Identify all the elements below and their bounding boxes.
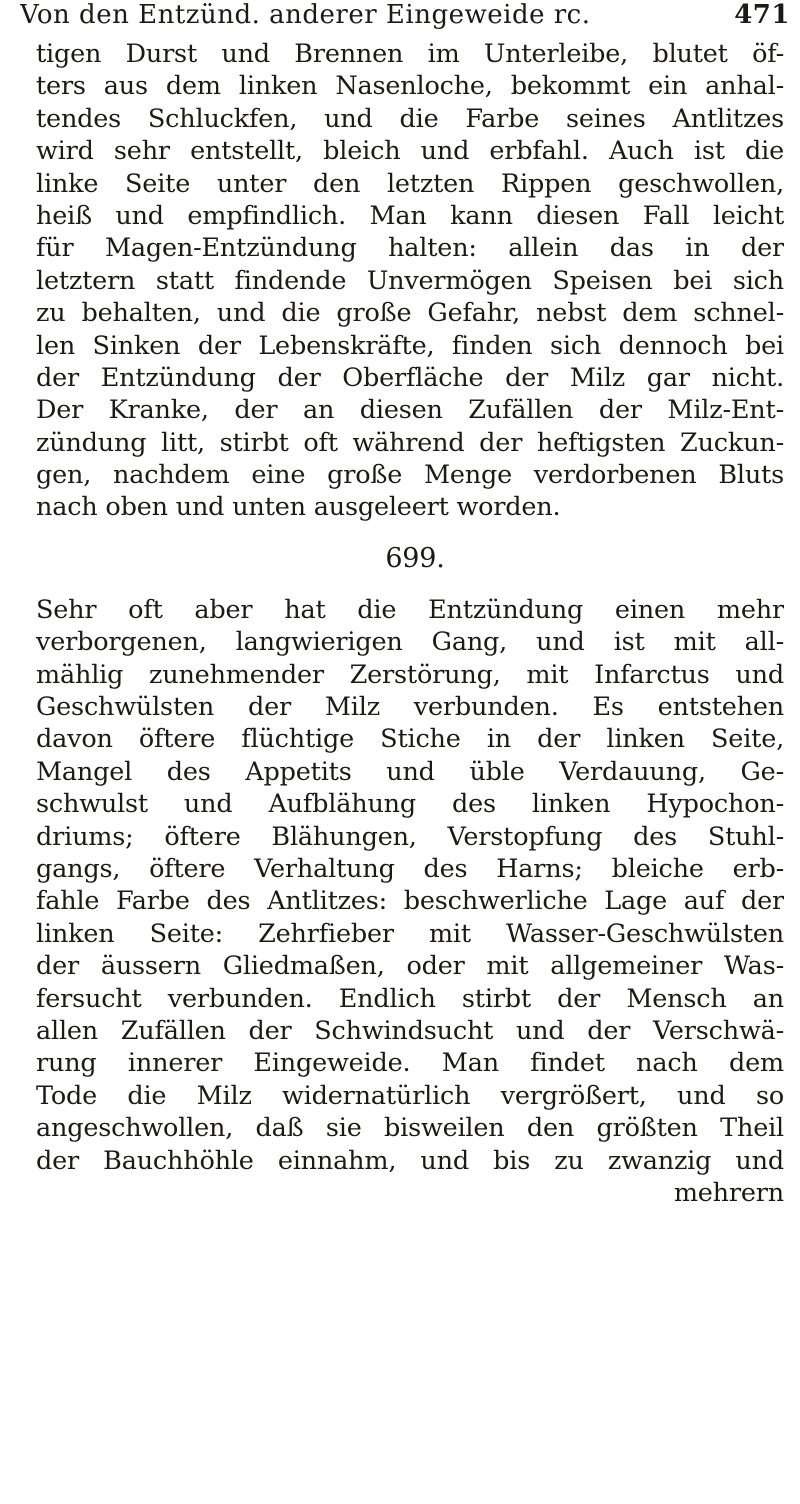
- text-line: Tode die Milz widernatürlich vergrößert, und so: [36, 1080, 784, 1111]
- running-head-title: Von den Entzünd. anderer Eingeweide rc.: [20, 0, 591, 30]
- text-line: schwulst und Aufblähung des linken Hypochon-: [36, 789, 784, 820]
- text-line: der Bauchhöhle einnahm, und bis zu zwanzig und: [36, 1145, 784, 1176]
- text-line: der äussern Gliedmaßen, oder mit allgemeiner Was-: [36, 951, 784, 982]
- text-line: verborgenen, langwierigen Gang, und ist mit all-: [36, 627, 784, 658]
- text-line: linke Seite unter den letzten Rippen geschwollen,: [36, 168, 784, 199]
- text-line: mählig zunehmender Zerstörung, mit Infarctus und: [36, 659, 784, 690]
- text-line: linken Seite: Zehrfieber mit Wasser-Geschwülsten: [36, 918, 784, 949]
- section-number: 699.: [385, 542, 445, 574]
- text-line: wird sehr entstellt, bleich und erbfahl. Auch ist die: [36, 136, 784, 167]
- text-line: ters aus dem linken Nasenloche, bekommt ein anhal-: [36, 71, 784, 102]
- text-line: gen, nachdem eine große Menge verdorbenen Bluts: [36, 460, 784, 491]
- text-line: rung innerer Eingeweide. Man findet nach dem: [36, 1048, 784, 1079]
- text-line: gangs, öftere Verhaltung des Harns; bleiche erb-: [36, 853, 784, 884]
- text-line: davon öftere flüchtige Stiche in der linken Seite,: [36, 724, 784, 755]
- text-line: tigen Durst und Brennen im Unterleibe, blutet öf-: [36, 39, 784, 69]
- text-line: tendes Schluckfen, und die Farbe seines Antlitzes: [36, 103, 784, 134]
- text-line: Geschwülsten der Milz verbunden. Es entstehen: [36, 692, 784, 723]
- paragraph-1: [36, 38, 784, 524]
- body-text: [36, 38, 784, 1209]
- text-line: fahle Farbe des Antlitzes: beschwerliche Lage auf der: [36, 886, 784, 917]
- text-line: für Magen-Entzündung halten: allein das in der: [36, 233, 784, 264]
- running-head: [20, 0, 790, 30]
- text-line: len Sinken der Lebenskräfte, finden sich dennoch bei: [36, 330, 784, 361]
- text-line: angeschwollen, daß sie bisweilen den größten Theil: [36, 1113, 784, 1144]
- text-line: allen Zufällen der Schwindsucht und der Verschwä-: [36, 1015, 784, 1046]
- text-line: letztern statt findende Unvermögen Speisen bei sich: [36, 265, 784, 296]
- text-line: Sehr oft aber hat die Entzündung einen mehr: [36, 594, 784, 625]
- text-line: heiß und empfindlich. Man kann diesen Fall leicht: [36, 200, 784, 231]
- text-line: Der Kranke, der an diesen Zufällen der Milz-Ent-: [36, 395, 784, 426]
- text-line: der Entzündung der Oberfläche der Milz gar nicht.: [36, 362, 784, 393]
- text-line: zündung litt, stirbt oft während der heftigsten Zuckun-: [36, 427, 784, 458]
- text-line: fersucht verbunden. Endlich stirbt der Mensch an: [36, 983, 784, 1014]
- text-line: zu behalten, und die große Gefahr, nebst dem schnel-: [36, 298, 784, 329]
- text-line: nach oben und unten ausgeleert worden.: [36, 492, 561, 523]
- text-line: mehrern: [673, 1177, 784, 1208]
- text-line: driums; öftere Blähungen, Verstopfung des Stuhl-: [36, 821, 784, 852]
- text-line: Mangel des Appetits und üble Verdauung, Ge-: [36, 756, 784, 787]
- paragraph-2: [36, 594, 784, 1209]
- page-number: 471: [734, 0, 790, 30]
